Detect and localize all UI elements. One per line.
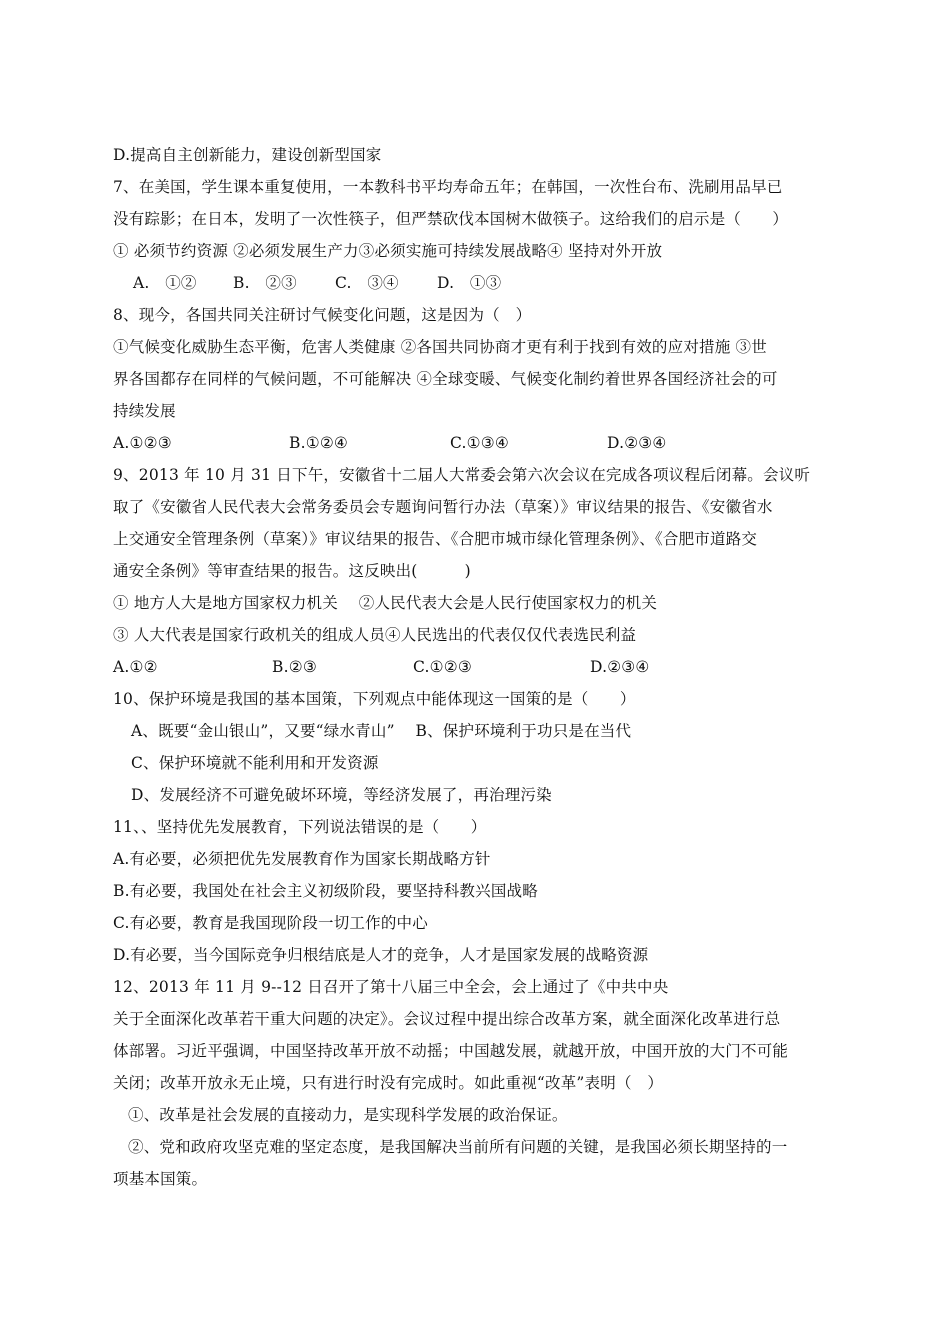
q10-option-d: D、发展经济不可避免破坏环境，等经济发展了，再治理污染 [131,786,552,804]
q12-stem-line-1: 12、2013 年 11 月 9--12 日召开了第十八届三中全会，会上通过了《中共中央 [113,978,669,996]
q9-option-c: C.①②③ [413,658,472,676]
q8-stem: 8、现今，各国共同关注研讨气候变化问题，这是因为（ ） [113,306,532,324]
q9-option-b: B.②③ [272,658,317,676]
q12-stem-line-3: 体部署。习近平强调，中国坚持改革开放不动摇；中国越发展，就越开放，中国开放的大门不可能 [113,1042,789,1060]
q9-statements-line-1: ① 地方人大是地方国家权力机关 ②人民代表大会是人民行使国家权力的机关 [113,594,658,612]
q12-statement-2-line-2: 项基本国策。 [113,1170,208,1188]
q9-option-d: D.②③④ [590,658,650,676]
q9-options [113,656,650,678]
q7-stem-line-2: 没有踪影；在日本，发明了一次性筷子，但严禁砍伐本国树木做筷子。这给我们的启示是（ ） [113,210,789,228]
q7-option-a: A. ①② [133,274,197,292]
q11-option-b: B.有必要，我国处在社会主义初级阶段，要坚持科教兴国战略 [113,882,538,900]
q12-stem-line-2: 关于全面深化改革若干重大问题的决定》。会议过程中提出综合改革方案，就全面深化改革进行总 [113,1010,781,1028]
q8-statements-line-2: 界各国都存在同样的气候问题，不可能解决 ④全球变暖、气候变化制约着世界各国经济社会的可 [113,370,778,388]
q9-stem-line-3: 上交通安全管理条例（草案）》审议结果的报告、《合肥市城市绿化管理条例》、《合肥市道路交 [113,530,758,548]
q10-options-ab: A、既要“金山银山”，又要“绿水青山” B、保护环境利于功只是在当代 [131,722,632,740]
q7-option-b: B. ②③ [233,274,297,292]
q7-options [133,272,501,294]
q8-option-a: A.①②③ [113,434,172,452]
q11-option-d: D.有必要，当今国际竞争归根结底是人才的竞争，人才是国家发展的战略资源 [113,946,649,964]
q7-option-d: D. ①③ [437,274,502,292]
q9-stem-line-4: 通安全条例》等审查结果的报告。这反映出( ) [113,562,471,580]
q8-statements-line-3: 持续发展 [113,402,176,420]
q11-option-a: A.有必要，必须把优先发展教育作为国家长期战略方针 [113,850,491,868]
q9-statements-line-2: ③ 人大代表是国家行政机关的组成人员④人民选出的代表仅仅代表选民利益 [113,626,637,644]
q11-stem: 11、、坚持优先发展教育，下列说法错误的是（ ） [113,818,487,836]
q12-statement-1: ①、改革是社会发展的直接动力，是实现科学发展的政治保证。 [128,1106,568,1124]
q8-option-c: C.①③④ [450,434,509,452]
q7-stem-line-1: 7、在美国，学生课本重复使用，一本教科书平均寿命五年；在韩国，一次性台布、洗刷用品早已 [113,178,783,196]
q12-statement-2-line-1: ②、党和政府攻坚克难的坚定态度，是我国解决当前所有问题的关键，是我国必须长期坚持的一 [128,1138,788,1156]
q9-stem-line-1: 9、2013 年 10 月 31 日下午，安徽省十二届人大常委会第六次会议在完成各项议程后闭幕。会议听 [113,466,811,484]
q11-option-c: C.有必要，教育是我国现阶段一切工作的中心 [113,914,428,932]
q12-stem-line-4: 关闭；改革开放永无止境，只有进行时没有完成时。如此重视“改革”表明（ ） [113,1074,664,1092]
q8-statements-line-1: ①气候变化威胁生态平衡，危害人类健康 ②各国共同协商才更有利于找到有效的应对措施 ③世 [113,338,767,356]
q10-stem: 10、保护环境是我国的基本国策，下列观点中能体现这一国策的是（ ） [113,690,636,708]
q8-options [113,432,667,454]
q7-statements: ① 必须节约资源 ②必须发展生产力③必须实施可持续发展战略④ 坚持对外开放 [113,242,663,260]
q9-option-a: A.①② [113,658,158,676]
q10-option-c: C、保护环境就不能利用和开发资源 [131,754,379,772]
q8-option-b: B.①②④ [289,434,349,452]
q7-option-c: C. ③④ [335,274,399,292]
q8-option-d: D.②③④ [607,434,667,452]
q9-stem-line-2: 取了《安徽省人民代表大会常务委员会专题询问暂行办法（草案）》审议结果的报告、《安徽省水 [113,498,773,516]
q6-option-d: D.提高自主创新能力，建设创新型国家 [113,146,382,164]
